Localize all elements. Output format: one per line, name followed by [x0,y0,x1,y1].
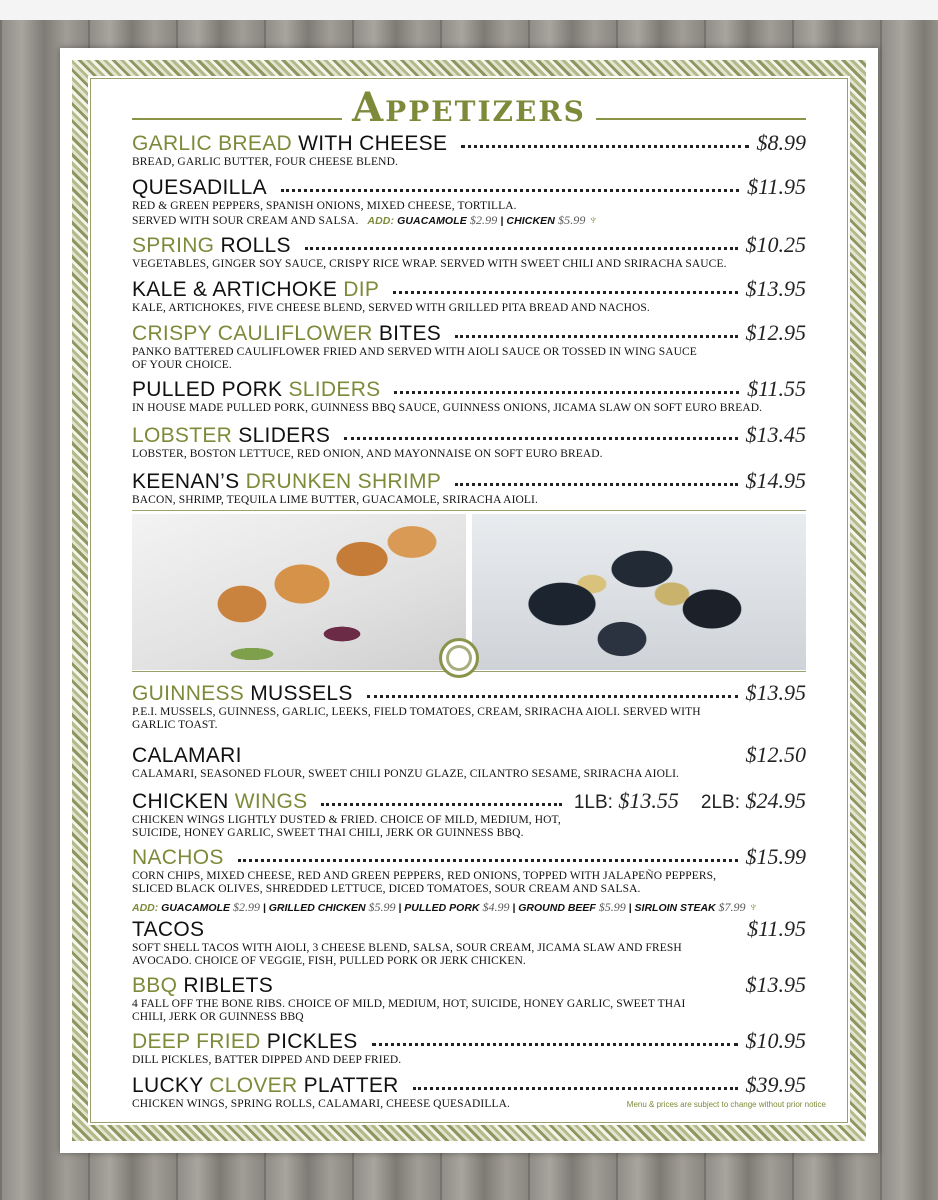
menu-item [132,130,806,169]
item-description-line2: SERVED WITH SOUR CREAM AND SALSA. ADD: GUACAMOLE $2.99 | CHICKEN $5.99 ♆ [132,213,732,228]
mussels-photo [472,514,806,670]
addon-list: ADD: GUACAMOLE $2.99 | GRILLED CHICKEN $5.99 | PULLED PORK $4.99 | GROUND BEEF $5.99 | SIRLOIN STEAK $7.99 ♆ [132,899,806,915]
item-price: $14.95 [745,468,806,493]
harp-icon: ♆ [748,899,759,914]
dot-leader [367,695,738,698]
item-name: CALAMARI [132,744,242,767]
menu-item [132,916,806,968]
food-photos [132,510,806,672]
item-description: BREAD, GARLIC BUTTER, FOUR CHEESE BLEND. [132,156,398,168]
item-price: $13.95 [745,972,806,997]
item-description: DILL PICKLES, BATTER DIPPED AND DEEP FRIED. [132,1054,402,1066]
menu-item [132,680,806,732]
item-description: PANKO BATTERED CAULIFLOWER FRIED AND SERVED WITH AIOLI SAUCE OR TOSSED IN WING SAUCE OF YOUR CHOICE. [132,346,697,371]
dot-leader [281,189,739,192]
item-description: CALAMARI, SEASONED FLOUR, SWEET CHILI PONZU GLAZE, CILANTRO SESAME, SRIRACHA AIOLI. [132,768,679,780]
item-name: QUESADILLA [132,176,267,199]
item-price: $39.95 [745,1072,806,1097]
price-notice: Menu & prices are subject to change without prior notice [626,1100,826,1109]
item-name: BBQ RIBLETS [132,974,274,997]
item-price: $8.99 [756,130,806,155]
item-name: TACOS [132,918,205,941]
item-description: CORN CHIPS, MIXED CHEESE, RED AND GREEN PEPPERS, RED ONIONS, TOPPED WITH JALAPEÑO PEPPERS, SLICED BLACK OLIVES, SHREDDED LETTUCE, DICED TOMATOES, SOUR CREAM AND SALSA. [132,870,717,895]
item-description: IN HOUSE MADE PULLED PORK, GUINNESS BBQ SAUCE, GUINNESS ONIONS, JICAMA SLAW ON SOFT EURO BREAD. [132,402,763,414]
title-rule-right [596,118,806,120]
celtic-knot-icon [439,638,479,678]
harp-icon: ♆ [588,212,599,227]
item-description: P.E.I. MUSSELS, GUINNESS, GARLIC, LEEKS, FIELD TOMATOES, CREAM, SRIRACHA AIOLI. SERVED WITH GARLIC TOAST. [132,706,701,731]
dot-leader [321,803,561,806]
page-title: Appetizers [352,84,586,131]
item-name: NACHOS [132,846,224,869]
item-price: $12.50 [745,742,806,767]
item-name: DEEP FRIED PICKLES [132,1030,358,1053]
item-price: $10.25 [745,232,806,257]
dot-leader [394,391,739,394]
item-description: CHICKEN WINGS LIGHTLY DUSTED & FRIED. CHOICE OF MILD, MEDIUM, HOT, SUICIDE, HONEY GARLIC, SWEET THAI CHILI, JERK OR GUINNESS BBQ. [132,814,561,839]
menu-item [132,320,806,372]
dot-leader [413,1087,738,1090]
dot-leader [238,859,738,862]
item-price: $11.55 [747,376,806,401]
item-price: $12.95 [745,320,806,345]
item-name: KALE & ARTICHOKE DIP [132,278,380,301]
item-description: CHICKEN WINGS, SPRING ROLLS, CALAMARI, CHEESE QUESADILLA. [132,1098,510,1110]
dot-leader [455,483,737,486]
item-price: $15.99 [745,844,806,869]
shrimp-photo [132,514,466,670]
menu-item [132,468,806,507]
menu-item [132,376,806,415]
dot-leader [455,335,737,338]
item-description: RED & GREEN PEPPERS, SPANISH ONIONS, MIXED CHEESE, TORTILLA. [132,200,517,212]
item-name: CHICKEN WINGS [132,790,308,813]
dot-leader [344,437,737,440]
item-description: VEGETABLES, GINGER SOY SAUCE, CRISPY RICE WRAP. SERVED WITH SWEET CHILI AND SRIRACHA SAUCE. [132,258,727,270]
menu-item [132,232,806,271]
top-strip [0,0,938,20]
menu-item [132,174,806,228]
menu-item [132,1028,806,1067]
item-name: GUINNESS MUSSELS [132,682,353,705]
item-price: $11.95 [747,174,806,199]
photo-rule-top [132,510,806,511]
item-name: PULLED PORK SLIDERS [132,378,381,401]
item-description: SOFT SHELL TACOS WITH AIOLI, 3 CHEESE BLEND, SALSA, SOUR CREAM, JICAMA SLAW AND FRESH AVOCADO. CHOICE OF VEGGIE, FISH, PULLED PORK OR JERK CHICKEN. [132,942,682,967]
item-description: KALE, ARTICHOKES, FIVE CHEESE BLEND, SERVED WITH GRILLED PITA BREAD AND NACHOS. [132,302,650,314]
item-name: GARLIC BREAD WITH CHEESE [132,132,448,155]
menu-item [132,742,806,781]
menu-item [132,276,806,315]
dot-leader [372,1043,738,1046]
menu-item [132,422,806,461]
addon-list: ADD: GUACAMOLE $2.99 | CHICKEN $5.99 ♆ [367,215,600,227]
menu-page [60,48,878,1153]
dot-leader [305,247,738,250]
menu-item [132,972,806,1024]
item-name: LUCKY CLOVER PLATTER [132,1074,399,1097]
item-price: $13.95 [745,276,806,301]
item-price: $11.95 [747,916,806,941]
item-price: $13.95 [745,680,806,705]
item-name: LOBSTER SLIDERS [132,424,331,447]
item-price: $10.95 [745,1028,806,1053]
menu-item [132,844,806,915]
item-price-2lb: 2LB: $24.95 [700,788,806,813]
item-name: KEENAN’S DRUNKEN SHRIMP [132,470,442,493]
item-name: CRISPY CAULIFLOWER BITES [132,322,442,345]
item-description: LOBSTER, BOSTON LETTUCE, RED ONION, AND MAYONNAISE ON SOFT EURO BREAD. [132,448,603,460]
item-price-1lb: 1LB: $13.55 [573,788,679,813]
item-name: SPRING ROLLS [132,234,291,257]
item-price: $13.45 [745,422,806,447]
menu-item [132,788,806,840]
dot-leader [461,145,748,148]
item-description: BACON, SHRIMP, TEQUILA LIME BUTTER, GUACAMOLE, SRIRACHA AIOLI. [132,494,538,506]
item-description: 4 FALL OFF THE BONE RIBS. CHOICE OF MILD, MEDIUM, HOT, SUICIDE, HONEY GARLIC, SWEET THAI CHILI, JERK OR GUINNESS BBQ [132,998,686,1023]
dot-leader [393,291,737,294]
title-rule-left [132,118,342,120]
